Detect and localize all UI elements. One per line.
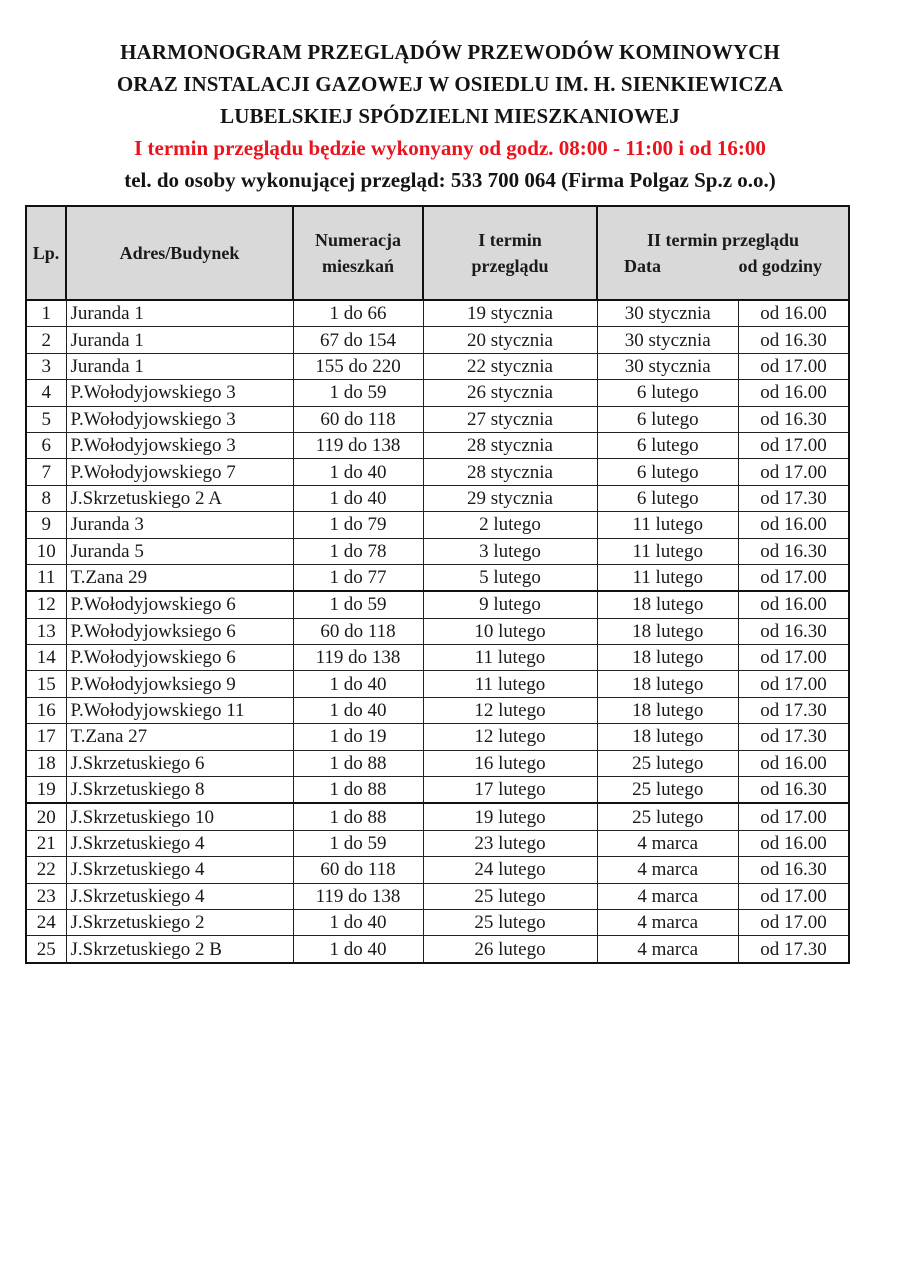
row-lp: 2 xyxy=(26,327,66,353)
row-lp: 8 xyxy=(26,485,66,511)
header-numbering xyxy=(293,206,423,300)
row-lp: 7 xyxy=(26,459,66,485)
row-lp: 25 xyxy=(26,936,66,963)
table-row xyxy=(26,645,849,671)
row-term2-date: 11 lutego xyxy=(597,538,738,564)
table-row xyxy=(26,300,849,327)
row-term2-date: 4 marca xyxy=(597,936,738,963)
row-apartments: 119 do 138 xyxy=(293,645,423,671)
row-term2-time: od 17.00 xyxy=(738,883,849,909)
table-row xyxy=(26,327,849,353)
schedule-table xyxy=(25,205,850,964)
header-numbering-line1: Numeracja xyxy=(315,230,401,250)
row-term2-time: od 16.30 xyxy=(738,406,849,432)
row-term1: 2 lutego xyxy=(423,512,597,538)
row-term1: 5 lutego xyxy=(423,564,597,591)
row-term2-time: od 17.00 xyxy=(738,353,849,379)
row-term2-date: 18 lutego xyxy=(597,671,738,697)
row-term1: 19 lutego xyxy=(423,803,597,830)
row-address: Juranda 1 xyxy=(66,353,293,379)
row-term2-date: 4 marca xyxy=(597,909,738,935)
row-term2-time: od 17.00 xyxy=(738,671,849,697)
row-term2-date: 18 lutego xyxy=(597,645,738,671)
row-term2-time: od 16.30 xyxy=(738,618,849,644)
row-term2-date: 18 lutego xyxy=(597,618,738,644)
row-term2-time: od 17.00 xyxy=(738,432,849,458)
row-apartments: 1 do 66 xyxy=(293,300,423,327)
row-lp: 6 xyxy=(26,432,66,458)
row-term2-date: 4 marca xyxy=(597,857,738,883)
title-line-3: LUBELSKIEJ SPÓDZIELNI MIESZKANIOWEJ xyxy=(220,104,680,128)
row-term1: 25 lutego xyxy=(423,883,597,909)
row-term1: 10 lutego xyxy=(423,618,597,644)
row-term2-date: 6 lutego xyxy=(597,432,738,458)
row-term2-time: od 17.00 xyxy=(738,645,849,671)
table-row xyxy=(26,353,849,379)
row-term1: 24 lutego xyxy=(423,857,597,883)
row-term2-date: 30 stycznia xyxy=(597,300,738,327)
row-term2-time: od 16.00 xyxy=(738,591,849,618)
row-apartments: 155 do 220 xyxy=(293,353,423,379)
row-lp: 23 xyxy=(26,883,66,909)
row-address: J.Skrzetuskiego 4 xyxy=(66,857,293,883)
header-address: Adres/Budynek xyxy=(66,206,293,300)
row-lp: 5 xyxy=(26,406,66,432)
header-term2-time: od godziny xyxy=(738,256,822,276)
row-term2-date: 18 lutego xyxy=(597,724,738,750)
table-row xyxy=(26,380,849,406)
row-term2-time: od 17.00 xyxy=(738,459,849,485)
row-term2-time: od 16.00 xyxy=(738,512,849,538)
row-address: P.Wołodyjowskiego 6 xyxy=(66,645,293,671)
row-term2-date: 30 stycznia xyxy=(597,327,738,353)
row-address: P.Wołodyjowskiego 3 xyxy=(66,406,293,432)
table-row xyxy=(26,671,849,697)
row-address: J.Skrzetuskiego 10 xyxy=(66,803,293,830)
row-lp: 12 xyxy=(26,591,66,618)
title-line-1: HARMONOGRAM PRZEGLĄDÓW PRZEWODÓW KOMINOWYCH xyxy=(120,40,780,64)
row-apartments: 1 do 40 xyxy=(293,485,423,511)
table-row xyxy=(26,406,849,432)
row-term2-date: 4 marca xyxy=(597,883,738,909)
row-apartments: 1 do 40 xyxy=(293,671,423,697)
row-apartments: 1 do 88 xyxy=(293,803,423,830)
row-address: J.Skrzetuskiego 4 xyxy=(66,883,293,909)
row-term2-time: od 16.30 xyxy=(738,538,849,564)
row-term1: 29 stycznia xyxy=(423,485,597,511)
row-apartments: 1 do 59 xyxy=(293,830,423,856)
row-apartments: 1 do 88 xyxy=(293,750,423,776)
table-row xyxy=(26,803,849,830)
row-term2-date: 25 lutego xyxy=(597,777,738,804)
header-term1-line1: I termin xyxy=(478,230,542,250)
table-row xyxy=(26,936,849,963)
table-row xyxy=(26,564,849,591)
row-lp: 13 xyxy=(26,618,66,644)
row-term2-time: od 17.00 xyxy=(738,803,849,830)
row-lp: 11 xyxy=(26,564,66,591)
table-row xyxy=(26,432,849,458)
row-term2-time: od 16.00 xyxy=(738,830,849,856)
row-term1: 3 lutego xyxy=(423,538,597,564)
row-term1: 19 stycznia xyxy=(423,300,597,327)
row-term2-time: od 16.30 xyxy=(738,857,849,883)
document-header xyxy=(0,36,900,196)
row-lp: 3 xyxy=(26,353,66,379)
row-term2-date: 30 stycznia xyxy=(597,353,738,379)
row-apartments: 1 do 40 xyxy=(293,459,423,485)
row-term1: 25 lutego xyxy=(423,909,597,935)
row-term1: 23 lutego xyxy=(423,830,597,856)
row-address: Juranda 1 xyxy=(66,300,293,327)
row-address: P.Wołodyjowskiego 3 xyxy=(66,432,293,458)
row-term2-time: od 17.00 xyxy=(738,909,849,935)
row-apartments: 60 do 118 xyxy=(293,857,423,883)
row-term1: 26 lutego xyxy=(423,936,597,963)
row-address: Juranda 3 xyxy=(66,512,293,538)
row-apartments: 1 do 40 xyxy=(293,909,423,935)
row-term1: 20 stycznia xyxy=(423,327,597,353)
row-apartments: 60 do 118 xyxy=(293,406,423,432)
header-term2 xyxy=(597,206,849,300)
row-term1: 26 stycznia xyxy=(423,380,597,406)
row-term1: 11 lutego xyxy=(423,671,597,697)
row-address: P.Wołodyjowskiego 3 xyxy=(66,380,293,406)
row-term2-time: od 17.30 xyxy=(738,485,849,511)
row-address: P.Wołodyjowksiego 6 xyxy=(66,618,293,644)
row-term2-date: 25 lutego xyxy=(597,803,738,830)
row-term2-time: od 17.00 xyxy=(738,564,849,591)
row-address: J.Skrzetuskiego 4 xyxy=(66,830,293,856)
row-term2-date: 4 marca xyxy=(597,830,738,856)
row-apartments: 1 do 78 xyxy=(293,538,423,564)
row-address: P.Wołodyjowskiego 7 xyxy=(66,459,293,485)
row-term2-date: 18 lutego xyxy=(597,591,738,618)
row-term1: 12 lutego xyxy=(423,724,597,750)
row-lp: 21 xyxy=(26,830,66,856)
title-line-2: ORAZ INSTALACJI GAZOWEJ W OSIEDLU IM. H. SIENKIEWICZA xyxy=(116,72,784,96)
row-term2-date: 6 lutego xyxy=(597,406,738,432)
row-apartments: 1 do 40 xyxy=(293,936,423,963)
table-row xyxy=(26,883,849,909)
row-address: T.Zana 27 xyxy=(66,724,293,750)
row-term2-date: 18 lutego xyxy=(597,697,738,723)
row-lp: 17 xyxy=(26,724,66,750)
row-term1: 22 stycznia xyxy=(423,353,597,379)
row-term1: 17 lutego xyxy=(423,777,597,804)
table-row xyxy=(26,697,849,723)
row-term1: 9 lutego xyxy=(423,591,597,618)
row-lp: 1 xyxy=(26,300,66,327)
table-row xyxy=(26,538,849,564)
header-term1 xyxy=(423,206,597,300)
row-lp: 10 xyxy=(26,538,66,564)
row-term2-time: od 17.30 xyxy=(738,724,849,750)
row-term2-date: 25 lutego xyxy=(597,750,738,776)
row-address: J.Skrzetuskiego 8 xyxy=(66,777,293,804)
row-term2-time: od 16.30 xyxy=(738,777,849,804)
row-term1: 27 stycznia xyxy=(423,406,597,432)
table-header-row xyxy=(26,206,849,300)
row-term2-time: od 16.30 xyxy=(738,327,849,353)
row-lp: 22 xyxy=(26,857,66,883)
row-term2-time: od 16.00 xyxy=(738,750,849,776)
row-address: J.Skrzetuskiego 2 B xyxy=(66,936,293,963)
row-term2-time: od 17.30 xyxy=(738,697,849,723)
table-row xyxy=(26,857,849,883)
table-row xyxy=(26,485,849,511)
row-apartments: 1 do 77 xyxy=(293,564,423,591)
row-lp: 15 xyxy=(26,671,66,697)
row-apartments: 60 do 118 xyxy=(293,618,423,644)
row-term2-date: 6 lutego xyxy=(597,380,738,406)
row-term2-date: 11 lutego xyxy=(597,512,738,538)
table-row xyxy=(26,724,849,750)
row-term2-date: 6 lutego xyxy=(597,459,738,485)
row-lp: 14 xyxy=(26,645,66,671)
row-term1: 28 stycznia xyxy=(423,459,597,485)
table-row xyxy=(26,777,849,804)
table-row xyxy=(26,459,849,485)
table-row xyxy=(26,830,849,856)
row-term1: 12 lutego xyxy=(423,697,597,723)
table-row xyxy=(26,750,849,776)
row-apartments: 67 do 154 xyxy=(293,327,423,353)
row-lp: 19 xyxy=(26,777,66,804)
row-term2-time: od 17.30 xyxy=(738,936,849,963)
row-apartments: 1 do 79 xyxy=(293,512,423,538)
row-term1: 28 stycznia xyxy=(423,432,597,458)
row-address: J.Skrzetuskiego 6 xyxy=(66,750,293,776)
row-apartments: 1 do 59 xyxy=(293,380,423,406)
row-address: P.Wołodyjowskiego 6 xyxy=(66,591,293,618)
row-lp: 24 xyxy=(26,909,66,935)
row-apartments: 1 do 40 xyxy=(293,697,423,723)
row-term2-date: 6 lutego xyxy=(597,485,738,511)
row-address: Juranda 1 xyxy=(66,327,293,353)
row-address: P.Wołodyjowskiego 11 xyxy=(66,697,293,723)
header-term1-line2: przeglądu xyxy=(471,256,549,276)
row-term2-time: od 16.00 xyxy=(738,300,849,327)
hours-notice: I termin przeglądu będzie wykonyany od godz. 08:00 - 11:00 i od 16:00 xyxy=(134,136,766,160)
row-address: J.Skrzetuskiego 2 xyxy=(66,909,293,935)
row-apartments: 119 do 138 xyxy=(293,883,423,909)
row-lp: 9 xyxy=(26,512,66,538)
row-address: T.Zana 29 xyxy=(66,564,293,591)
header-lp: Lp. xyxy=(26,206,66,300)
row-apartments: 1 do 19 xyxy=(293,724,423,750)
contact-line: tel. do osoby wykonującej przegląd: 533 700 064 (Firma Polgaz Sp.z o.o.) xyxy=(124,168,776,192)
row-lp: 18 xyxy=(26,750,66,776)
table-row xyxy=(26,591,849,618)
header-numbering-line2: mieszkań xyxy=(322,256,394,276)
row-term1: 11 lutego xyxy=(423,645,597,671)
row-apartments: 1 do 59 xyxy=(293,591,423,618)
row-term1: 16 lutego xyxy=(423,750,597,776)
table-row xyxy=(26,909,849,935)
row-lp: 20 xyxy=(26,803,66,830)
row-lp: 16 xyxy=(26,697,66,723)
row-term2-date: 11 lutego xyxy=(597,564,738,591)
row-lp: 4 xyxy=(26,380,66,406)
row-apartments: 119 do 138 xyxy=(293,432,423,458)
row-apartments: 1 do 88 xyxy=(293,777,423,804)
header-term2-title: II termin przeglądu xyxy=(647,230,799,250)
table-row xyxy=(26,512,849,538)
row-address: Juranda 5 xyxy=(66,538,293,564)
row-term2-time: od 16.00 xyxy=(738,380,849,406)
table-row xyxy=(26,618,849,644)
row-address: P.Wołodyjowksiego 9 xyxy=(66,671,293,697)
row-address: J.Skrzetuskiego 2 A xyxy=(66,485,293,511)
header-term2-date: Data xyxy=(624,256,661,276)
